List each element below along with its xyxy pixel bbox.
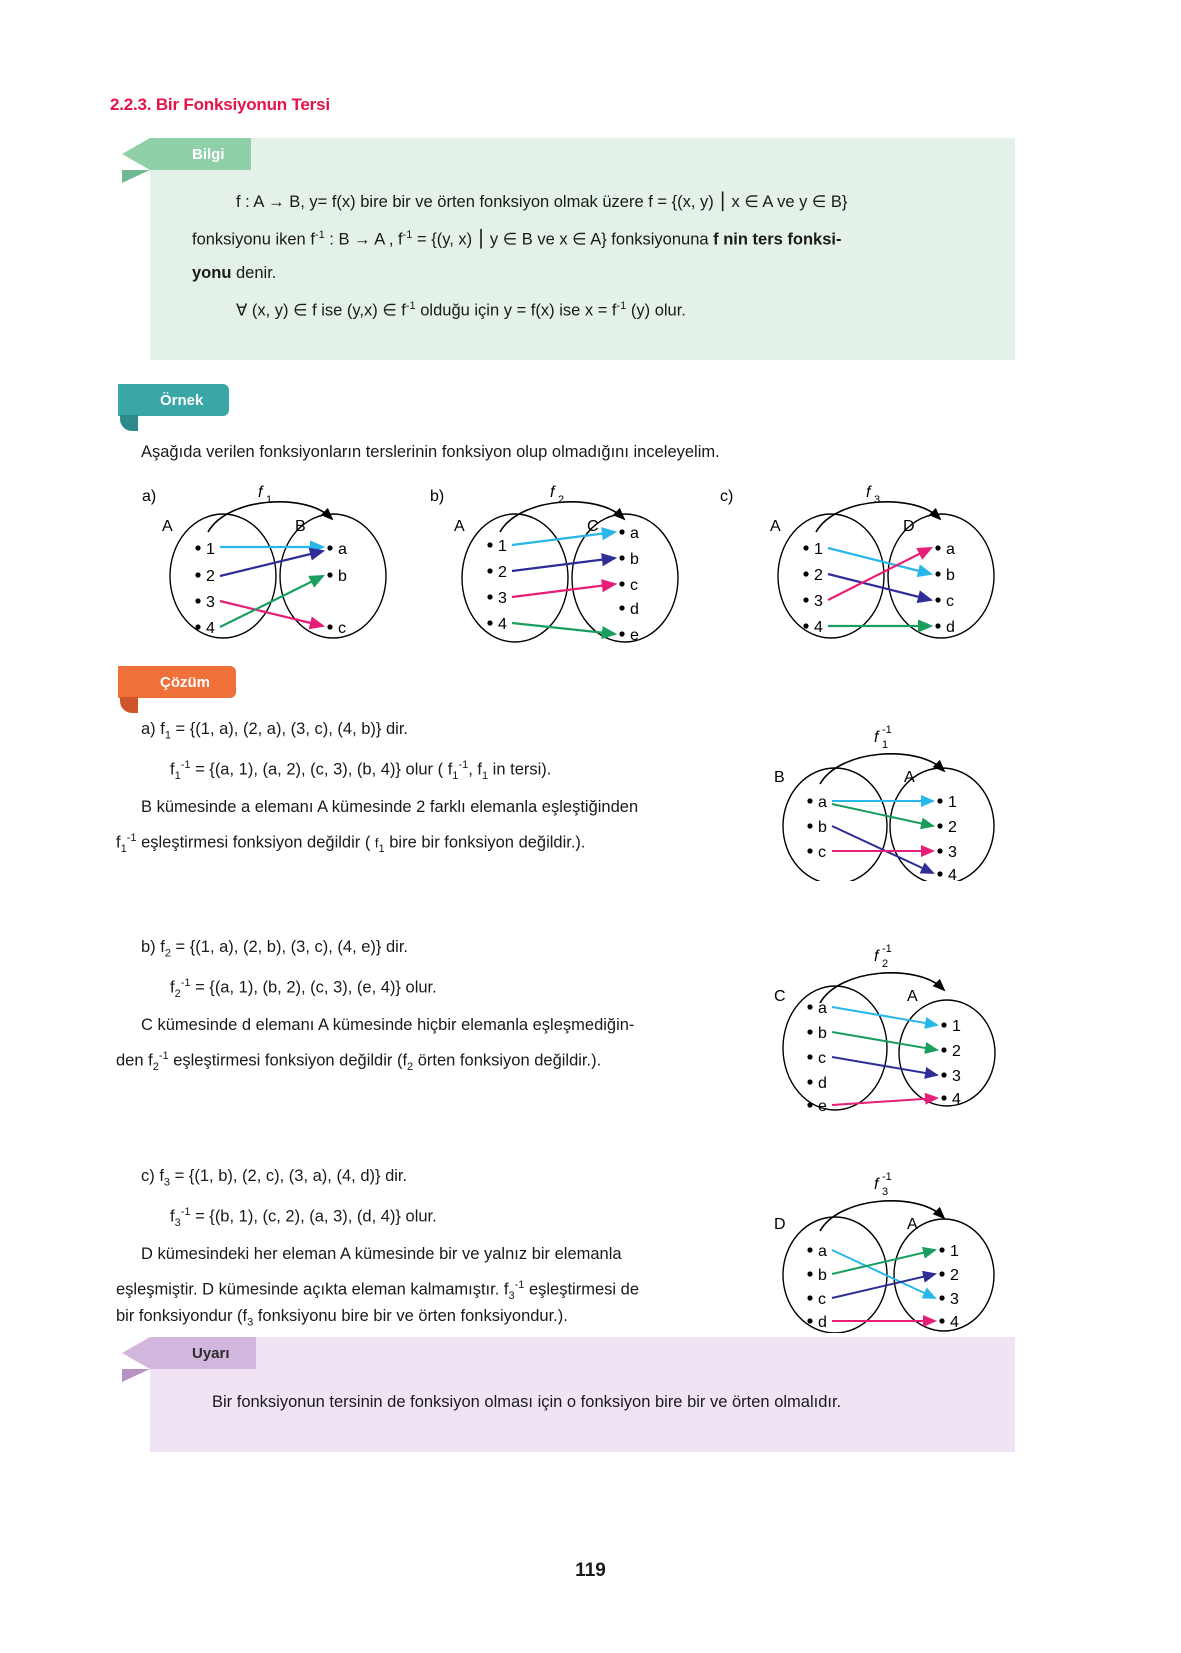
diagram-inv-a xyxy=(752,716,1022,886)
svg-text:a: a xyxy=(818,1243,827,1260)
arrow-4-to-b xyxy=(220,576,323,627)
svg-text:4: 4 xyxy=(950,1314,959,1331)
sa-p2-sub2: f xyxy=(374,835,379,851)
svg-text:d: d xyxy=(946,619,955,636)
solution-a-para-1: B kümesinde a elemanı A kümesinde 2 farklı elemanla eşleştiğinden xyxy=(141,798,639,816)
inv-b-set-A: A xyxy=(907,988,918,1005)
inv-a-set-B: B xyxy=(774,769,785,786)
sa-p2-c: bire bir fonksiyon değildir.). xyxy=(384,833,586,852)
uyari-text: Bir fonksiyonun tersinin de fonksiyon olması için o fonksiyon bire bir ve örten olmalıdır. xyxy=(212,1393,842,1411)
svg-text:4: 4 xyxy=(814,619,823,636)
svg-text:b: b xyxy=(630,551,639,568)
svg-text:3: 3 xyxy=(814,593,823,610)
diagram-b-fn-label: f xyxy=(550,484,555,501)
ornek-ribbon-tag xyxy=(118,384,229,416)
arrow-4-to-e xyxy=(512,623,615,634)
bilgi-l2-bold: f nin ters fonksi- xyxy=(713,230,842,249)
sc-p3-a: bir fonksiyondur (f xyxy=(116,1307,248,1325)
svg-text:d: d xyxy=(818,1314,827,1331)
ribbon-fold-icon xyxy=(122,170,150,183)
svg-text:b: b xyxy=(338,568,347,585)
bilgi-l3-bold: yonu xyxy=(192,263,232,282)
ribbon-tail-icon xyxy=(120,415,138,431)
sa-l2-end: in tersi). xyxy=(488,760,552,779)
diagram-b-svg xyxy=(428,475,728,655)
sc-p2-b: eşleştirmesi de xyxy=(524,1280,639,1299)
diagram-inv-c-svg xyxy=(752,1163,1022,1333)
svg-text:1: 1 xyxy=(950,1243,959,1260)
svg-text:c: c xyxy=(818,1291,826,1308)
diagram-a-fn-label: f xyxy=(258,484,263,501)
bilgi-l2-sup2: -1 xyxy=(402,229,413,241)
diagram-a xyxy=(140,475,440,655)
bilgi-l3-rest: denir. xyxy=(231,263,277,282)
svg-text:b: b xyxy=(818,819,827,836)
svg-text:1: 1 xyxy=(206,541,215,558)
svg-text:d: d xyxy=(818,1075,827,1092)
solution-c-para-1: D kümesindeki her eleman A kümesinde bir ve yalnız bir elemanla xyxy=(141,1245,622,1263)
svg-text:2: 2 xyxy=(952,1043,961,1060)
arrow-3-to-c xyxy=(220,601,323,626)
sb-l2-sub: 2 xyxy=(174,987,181,1000)
svg-text:4: 4 xyxy=(952,1091,961,1108)
diagram-c-set-A: A xyxy=(770,518,781,535)
diagram-c-svg xyxy=(718,475,1018,655)
sa-l2-sub2: 1 xyxy=(452,769,459,782)
svg-text:4: 4 xyxy=(948,867,957,881)
svg-text:a: a xyxy=(818,1000,827,1017)
bilgi-l4-a: ∀ (x, y) ∈ f ise (y,x) ∈ f xyxy=(236,301,406,319)
bilgi-line-1-text: f : A → B, y= f(x) bire bir ve örten fonksiyon olmak üzere f = {(x, y) ⎮ x ∈ A ve y ∈ B} xyxy=(236,193,848,211)
diagram-a-label: a) xyxy=(142,488,157,505)
sa-l2-mid: = {(a, 1), (a, 2), (c, 3), (b, 4)} olur ( f xyxy=(190,760,453,779)
inv-c-set-A: A xyxy=(907,1216,918,1233)
svg-text:e: e xyxy=(630,627,639,644)
diagram-inv-c xyxy=(752,1163,1022,1338)
solution-a-line-1 xyxy=(141,713,761,751)
inv-a-fn-sup: -1 xyxy=(882,724,892,736)
svg-text:e: e xyxy=(818,1098,827,1115)
svg-text:3: 3 xyxy=(948,844,957,861)
uyari-ribbon-label: Uyarı xyxy=(192,1344,230,1362)
diagram-inv-b xyxy=(752,935,1022,1120)
sc-p3-sub: 3 xyxy=(247,1316,254,1329)
svg-text:a: a xyxy=(630,525,639,542)
sc-p2-sub: 3 xyxy=(508,1289,515,1302)
sa-p2-sub: 1 xyxy=(120,842,127,855)
uyari-body xyxy=(150,1337,1015,1427)
inv-b-fn-sub: 2 xyxy=(882,958,889,970)
sb-l1-prefix: b) f xyxy=(141,938,165,956)
diagram-a-svg xyxy=(140,475,440,650)
bilgi-l4-b: olduğu için y = f(x) ise x = f xyxy=(415,301,617,319)
arrow-b-to-2 xyxy=(832,1032,937,1050)
bilgi-l2-sup1: -1 xyxy=(314,229,325,241)
solution-c-para-3 xyxy=(116,1300,766,1338)
ribbon-fold-icon xyxy=(122,1369,150,1382)
svg-text:2: 2 xyxy=(814,567,823,584)
diagram-inv-a-svg xyxy=(752,716,1022,881)
sa-l1-rest: = {(1, a), (2, a), (3, c), (4, b)} dir. xyxy=(170,720,409,738)
sc-l2-prefix: f xyxy=(170,1207,175,1226)
diagram-b-set-A: A xyxy=(454,518,465,535)
sa-p2-sup: -1 xyxy=(126,832,137,844)
arrow-1-to-a xyxy=(512,532,615,545)
solution-c-line-2 xyxy=(170,1196,790,1239)
inv-a-fn-sub: 1 xyxy=(882,739,889,751)
sc-l1-sub: 3 xyxy=(163,1176,171,1189)
solution-b-line-1 xyxy=(141,931,761,969)
ribbon-notch-icon xyxy=(122,138,150,170)
ribbon-notch-icon xyxy=(122,1337,150,1369)
sb-l1-rest: = {(1, a), (2, b), (3, c), (4, e)} dir. xyxy=(170,938,409,956)
sa-l1-sub: 1 xyxy=(164,729,171,742)
ribbon-tail-icon xyxy=(120,697,138,713)
sa-l2-sub: 1 xyxy=(174,769,181,782)
cozum-ribbon-tag xyxy=(118,666,236,698)
bilgi-ribbon-tag xyxy=(150,138,251,170)
arrow-a-to-1 xyxy=(832,1007,937,1025)
solution-b-line-2 xyxy=(170,967,790,1010)
svg-text:2: 2 xyxy=(950,1267,959,1284)
sa-l2-sub3: 1 xyxy=(481,769,489,782)
solution-b-para-1: C kümesinde d elemanı A kümesinde hiçbir elemanla eşleşmediğin- xyxy=(141,1016,635,1034)
sb-p2-sup: -1 xyxy=(158,1050,169,1062)
page-section-title: 2.2.3. Bir Fonksiyonun Tersi xyxy=(110,95,330,114)
arrow-e-to-4 xyxy=(832,1098,937,1105)
sb-l2-prefix: f xyxy=(170,978,175,997)
inv-b-fn-sup: -1 xyxy=(882,943,892,955)
svg-text:b: b xyxy=(818,1025,827,1042)
inv-b-fn-label: f xyxy=(874,948,879,965)
sa-l2-sup: -1 xyxy=(180,759,191,771)
svg-text:1: 1 xyxy=(814,541,823,558)
sb-l2-rest: = {(a, 1), (b, 2), (c, 3), (e, 4)} olur. xyxy=(190,978,437,997)
sc-p3-b: fonksiyonu bire bir ve örten fonksiyondur.). xyxy=(253,1307,568,1325)
svg-text:3: 3 xyxy=(950,1291,959,1308)
bilgi-line-2 xyxy=(192,219,975,257)
diagram-c xyxy=(718,475,1018,660)
sc-l1-rest: = {(1, b), (2, c), (3, a), (4, d)} dir. xyxy=(170,1167,408,1185)
svg-text:a: a xyxy=(946,541,955,558)
inv-b-set-C: C xyxy=(774,988,786,1005)
arrow-2-to-b xyxy=(512,558,615,571)
diagram-a-fn-sub: 1 xyxy=(266,494,273,506)
arrow-c-to-3 xyxy=(832,1057,937,1075)
diagram-a-set-A: A xyxy=(162,518,173,535)
bilgi-l2-c: = {(y, x) ⎮ y ∈ B ve x ∈ A} fonksiyonuna xyxy=(412,230,714,249)
svg-text:3: 3 xyxy=(206,594,215,611)
bilgi-l4-sup2: -1 xyxy=(616,299,627,312)
inv-c-fn-label: f xyxy=(874,1176,879,1193)
sc-l2-sub: 3 xyxy=(174,1216,181,1229)
svg-text:1: 1 xyxy=(948,794,957,811)
sc-l1-prefix: c) f xyxy=(141,1167,164,1185)
diagram-c-fn-sub: 3 xyxy=(874,494,881,506)
svg-text:b: b xyxy=(946,567,955,584)
svg-text:a: a xyxy=(338,541,347,558)
bilgi-ribbon-label: Bilgi xyxy=(192,145,225,163)
sa-l2-mid2: , f xyxy=(468,760,482,779)
diagram-c-set-D: D xyxy=(903,518,915,535)
sa-l2-sup2: -1 xyxy=(458,759,469,771)
svg-text:d: d xyxy=(630,601,639,618)
bilgi-line-1 xyxy=(192,186,975,219)
bilgi-body xyxy=(150,138,1015,337)
sa-p2-sub2sub: 1 xyxy=(378,842,385,855)
sa-p2-b: eşleştirmesi fonksiyon değildir ( xyxy=(136,833,375,852)
solution-a-para-2 xyxy=(116,822,756,865)
sb-p2-a: den f xyxy=(116,1051,153,1070)
sa-l2-prefix: f xyxy=(170,760,175,779)
sb-p2-sub2: 2 xyxy=(407,1060,414,1073)
svg-text:2: 2 xyxy=(206,568,215,585)
svg-text:2: 2 xyxy=(948,819,957,836)
bilgi-line-3 xyxy=(192,257,975,290)
svg-text:4: 4 xyxy=(206,620,215,637)
inv-a-fn-label: f xyxy=(874,729,879,746)
inv-a-set-A: A xyxy=(904,769,915,786)
bilgi-l4-sup: -1 xyxy=(405,299,416,312)
inv-c-fn-sub: 3 xyxy=(882,1186,889,1198)
svg-text:b: b xyxy=(818,1267,827,1284)
svg-text:c: c xyxy=(818,1050,826,1067)
sc-l2-rest: = {(b, 1), (c, 2), (a, 3), (d, 4)} olur. xyxy=(190,1207,437,1226)
arrow-2-to-c xyxy=(828,574,931,600)
svg-text:1: 1 xyxy=(952,1018,961,1035)
svg-text:c: c xyxy=(338,620,346,637)
bilgi-line-4 xyxy=(192,290,975,328)
sb-p2-sub: 2 xyxy=(152,1060,159,1073)
svg-text:3: 3 xyxy=(498,590,507,607)
svg-text:c: c xyxy=(630,577,638,594)
example-intro-text: Aşağıda verilen fonksiyonların terslerinin fonksiyon olup olmadığını inceleyelim. xyxy=(141,443,720,461)
sb-l1-sub: 2 xyxy=(164,947,171,960)
diagram-b-fn-sub: 2 xyxy=(558,494,565,506)
svg-text:3: 3 xyxy=(952,1068,961,1085)
arrow-a-to-3 xyxy=(832,1250,935,1298)
cozum-ribbon-label: Çözüm xyxy=(160,673,210,691)
svg-text:c: c xyxy=(818,844,826,861)
diagram-a-set-B: B xyxy=(295,518,306,535)
bilgi-info-box xyxy=(150,138,1015,360)
arrow-3-to-c xyxy=(512,584,615,597)
diagram-b xyxy=(428,475,728,660)
solution-b-para-2 xyxy=(116,1040,756,1083)
sb-l2-sup: -1 xyxy=(180,977,191,989)
ornek-ribbon-label: Örnek xyxy=(160,391,204,409)
sc-p2-a: eşleşmiştir. D kümesinde açıkta eleman kalmamıştır. f xyxy=(116,1280,509,1299)
svg-text:a: a xyxy=(818,794,827,811)
svg-text:1: 1 xyxy=(498,538,507,555)
sa-p2-a: f xyxy=(116,833,121,852)
arrow-3-to-a xyxy=(828,548,931,600)
diagram-b-set-C: C xyxy=(587,518,599,535)
arrow-2-to-a xyxy=(220,551,323,576)
arrow-b-to-4 xyxy=(832,826,933,873)
bilgi-l2-b: : B → A , f xyxy=(324,230,403,249)
sc-p2-sup: -1 xyxy=(514,1279,525,1291)
bilgi-l4-c: (y) olur. xyxy=(626,301,686,319)
diagram-inv-b-svg xyxy=(752,935,1022,1115)
svg-text:4: 4 xyxy=(498,616,507,633)
diagram-c-fn-label: f xyxy=(866,484,871,501)
sa-l1-prefix: a) f xyxy=(141,720,165,738)
uyari-ribbon-tag xyxy=(150,1337,256,1369)
inv-c-set-D: D xyxy=(774,1216,786,1233)
solution-a-line-2 xyxy=(170,749,790,792)
diagram-b-label: b) xyxy=(430,488,445,505)
svg-text:c: c xyxy=(946,593,954,610)
inv-c-fn-sup: -1 xyxy=(882,1171,892,1183)
sc-l2-sup: -1 xyxy=(180,1206,191,1218)
sb-p2-b: eşleştirmesi fonksiyon değildir (f xyxy=(168,1051,408,1070)
diagram-c-label: c) xyxy=(720,488,734,505)
bilgi-l2-a: fonksiyonu iken f xyxy=(192,230,315,249)
arrow-a-to-2 xyxy=(832,804,933,826)
svg-text:2: 2 xyxy=(498,564,507,581)
page-number: 119 xyxy=(575,1560,606,1581)
uyari-warning-box xyxy=(150,1337,1015,1452)
solution-c-line-1 xyxy=(141,1160,761,1198)
sb-p2-c: örten fonksiyon değildir.). xyxy=(413,1051,602,1070)
